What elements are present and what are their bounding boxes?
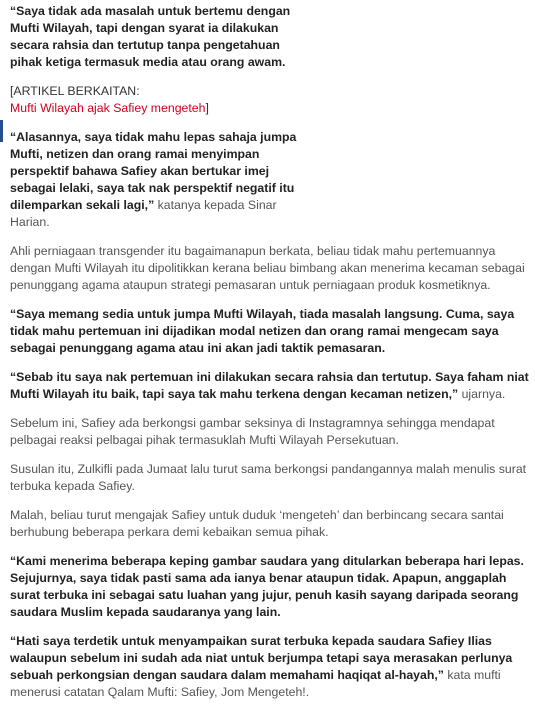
quote-text-5: “Sebab itu saya nak pertemuan ini dilakukan secara rahsia dan tertutup. Saya faham niat Mufti Wilayah itu baik, tapi saya tak mahu terkena dengan kecaman netizen,” <box>10 370 529 401</box>
quote-paragraph-10 <box>10 633 530 701</box>
related-article-block <box>10 83 530 117</box>
quote-text-10: “Hati saya terdetik untuk menyampaikan surat terbuka kepada saudara Safiey Ilias walaupun sebelum ini sudah ada niat untuk berjumpa tetapi saya merasakan perlunya sebuah perkongsian dengan saudara dalam memahami haqiqat al-hayah,” <box>10 634 513 682</box>
attribution-2: katanya kepada Sinar Harian. <box>10 198 277 229</box>
article-body <box>10 3 530 713</box>
related-article-link[interactable]: Mufti Wilayah ajak Safiey mengeteh <box>10 101 206 115</box>
quote-paragraph-4: “Saya memang sedia untuk jumpa Mufti Wilayah, tiada masalah langsung. Cuma, saya tidak mahu pertemuan ini dijadikan modal netizen dan orang ramai mengecam saya sebagai penunggang agama atau ini akan jadi taktik pemasaran. <box>10 307 515 355</box>
attribution-10: kata mufti menerusi catatan Qalam Mufti: Safiey, Jom Mengeteh!. <box>10 668 501 699</box>
quote-paragraph-1: “Saya tidak ada masalah untuk bertemu dengan Mufti Wilayah, tapi dengan syarat ia dilakukan secara rahsia dan tertutup tanpa pengetahuan pihak ketiga termasuk media atau orang awam. <box>10 4 291 69</box>
paragraph-3: Ahli perniagaan transgender itu bagaimanapun berkata, beliau tidak mahu pertemuannya dengan Mufti Wilayah itu dipolitikkan kerana beliau bimbang akan menerima kecaman sebagai penunggang agama ataupun strategi pemasaran untuk perniagaan produk kosmetiknya. <box>10 244 525 292</box>
attribution-5: ujarnya. <box>458 387 506 401</box>
related-article-heading: [ARTIKEL BERKAITAN: <box>10 84 140 98</box>
quote-text-2: “Alasannya, saya tidak mahu lepas sahaja jumpa Mufti, netizen dan orang ramai menyimpan perspektif bahawa Safiey akan bertukar imej sebagai lelaki, saya tak nak perspektif negatif itu dilemparkan sekali lagi,” <box>10 130 297 212</box>
quote-paragraph-2 <box>10 129 310 231</box>
quote-paragraph-9: “Kami menerima beberapa keping gambar saudara yang ditularkan beberapa hari lepas. Sejujurnya, saya tidak pasti sama ada ianya benar ataupun tidak. Apapun, anggaplah surat terbuka ini sebagai satu luahan yang jujur, penuh kasih sayang daripada seorang saudara Muslim kepada saudaranya yang lain. <box>10 554 524 619</box>
related-article-close-bracket: ] <box>205 101 209 115</box>
quote-paragraph-5 <box>10 369 530 403</box>
paragraph-8: Malah, beliau turut mengajak Safiey untuk duduk ‘mengeteh’ dan berbincang secara santai berhubung beberapa perkara demi kebaikan semua pihak. <box>10 508 504 539</box>
paragraph-6: Sebelum ini, Safiey ada berkongsi gambar seksinya di Instagramnya sehingga mendapat pelbagai reaksi pelbagai pihak termasuklah Mufti Wilayah Persekutuan. <box>10 416 495 447</box>
left-accent-rule <box>0 120 3 142</box>
paragraph-7: Susulan itu, Zulkifli pada Jumaat lalu turut sama berkongsi pandangannya malah menulis surat terbuka kepada Safiey. <box>10 462 527 493</box>
